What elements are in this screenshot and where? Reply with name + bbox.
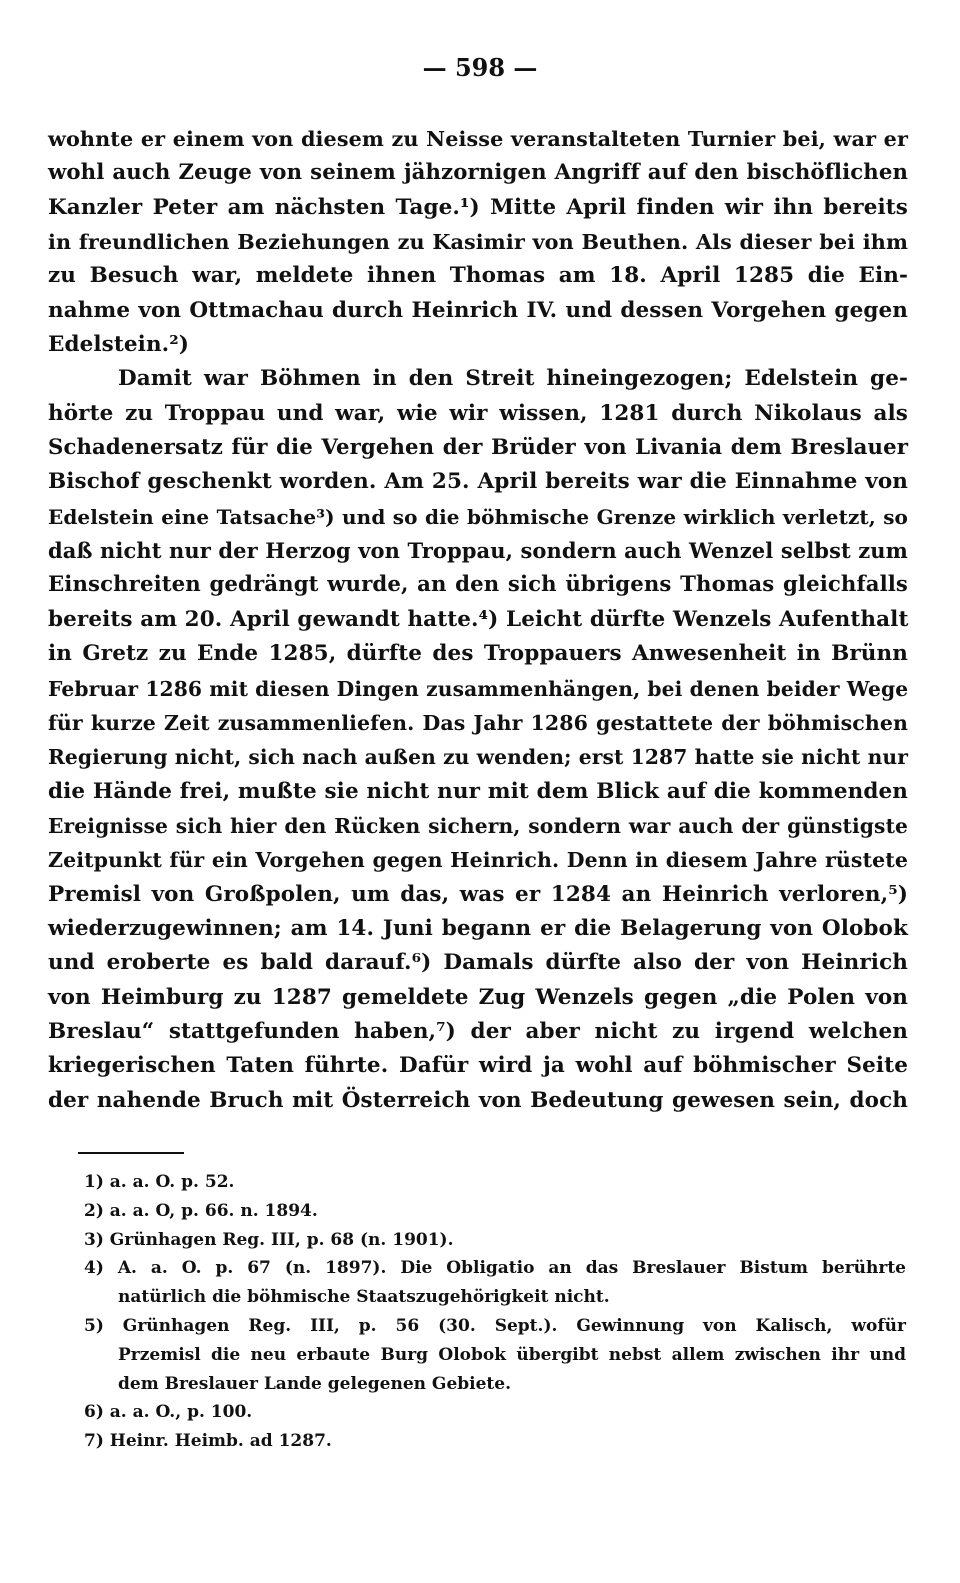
body-line: Zeitpunkt für ein Vorgehen gegen Heinrich. Denn in diesem Jahre rüstete xyxy=(48,848,908,873)
body-line: Ereignisse sich hier den Rücken sichern, sondern war auch der günstigste xyxy=(48,813,908,838)
body-line: kriegerischen Taten führte. Dafür wird ja wohl auf böhmischer Seite xyxy=(48,1053,908,1079)
body-line: die Hände frei, mußte sie nicht nur mit dem Blick auf die kommenden xyxy=(48,778,908,804)
footnote-line: 4) A. a. O. p. 67 (n. 1897). Die Obligatio an das Breslauer Bistum berührte xyxy=(84,1258,906,1279)
footnote-line: 2) a. a. O, p. 66. n. 1894. xyxy=(84,1200,318,1221)
footnote-line: 1) a. a. O. p. 52. xyxy=(84,1172,235,1192)
footnote-line: 3) Grünhagen Reg. III, p. 68 (n. 1901). xyxy=(84,1229,454,1250)
body-line: Einschreiten gedrängt wurde, an den sich übrigens Thomas gleichfalls xyxy=(48,572,908,598)
body-line: und eroberte es bald darauf.⁶) Damals dürfte also der von Heinrich xyxy=(48,950,908,976)
body-line: in Gretz zu Ende 1285, dürfte des Troppauers Anwesenheit in Brünn xyxy=(48,641,908,667)
body-text xyxy=(48,122,908,1118)
page-number: — 598 — xyxy=(422,53,538,82)
body-line: der nahende Bruch mit Österreich von Bedeutung gewesen sein, doch xyxy=(48,1087,908,1113)
body-line: in freundlichen Beziehungen zu Kasimir von Beuthen. Als dieser bei ihm xyxy=(48,230,908,255)
body-line: wohnte er einem von diesem zu Neisse veranstalteten Turnier bei, war er xyxy=(48,127,908,151)
footnote-line: 7) Heinr. Heimb. ad 1287. xyxy=(84,1431,332,1452)
body-line: Edelstein.²) xyxy=(48,332,190,358)
body-line: Kanzler Peter am nächsten Tage.¹) Mitte April finden wir ihn bereits xyxy=(48,194,908,220)
body-line: bereits am 20. April gewandt hatte.⁴) Leicht dürfte Wenzels Aufenthalt xyxy=(48,606,909,632)
footnote-line: 6) a. a. O., p. 100. xyxy=(84,1402,253,1423)
body-line: wohl auch Zeuge von seinem jähzornigen Angriff auf den bischöflichen xyxy=(48,160,908,186)
body-line: Edelstein eine Tatsache³) und so die böhmische Grenze wirklich verletzt, so xyxy=(48,504,908,529)
body-line: Bischof geschenkt worden. Am 25. April bereits war die Einnahme von xyxy=(48,469,908,495)
body-line: Damit war Böhmen in den Streit hineingezogen; Edelstein ge- xyxy=(118,366,908,392)
footnotes xyxy=(84,1168,906,1456)
body-line: hörte zu Troppau und war, wie wir wissen, 1281 durch Nikolaus als xyxy=(48,400,908,426)
body-line: daß nicht nur der Herzog von Troppau, sondern auch Wenzel selbst zum xyxy=(48,538,908,564)
footnote-line: Przemisl die neu erbaute Burg Olobok übergibt nebst allem zwischen ihr und xyxy=(118,1344,906,1365)
body-line: Schadenersatz für die Vergehen der Brüder von Livania dem Breslauer xyxy=(48,435,908,461)
body-line: Februar 1286 mit diesen Dingen zusammenhängen, bei denen beider Wege xyxy=(48,676,909,701)
body-line: Premisl von Großpolen, um das, was er 1284 an Heinrich verloren,⁵) xyxy=(48,881,908,907)
body-line: von Heimburg zu 1287 gemeldete Zug Wenzels gegen „die Polen von xyxy=(48,984,908,1010)
body-line: Regierung nicht, sich nach außen zu wenden; erst 1287 hatte sie nicht nur xyxy=(48,745,908,770)
footnote-line: natürlich die böhmische Staatszugehörigkeit nicht. xyxy=(118,1287,610,1308)
footnote-line: 5) Grünhagen Reg. III, p. 56 (30. Sept.). Gewinnung von Kalisch, wofür xyxy=(84,1315,906,1336)
body-line: Breslau“ stattgefunden haben,⁷) der aber nicht zu irgend welchen xyxy=(48,1018,908,1044)
body-line: nahme von Ottmachau durch Heinrich IV. und dessen Vorgehen gegen xyxy=(48,297,908,323)
body-line: zu Besuch war, meldete ihnen Thomas am 18. April 1285 die Ein- xyxy=(48,263,908,289)
body-line: für kurze Zeit zusammenliefen. Das Jahr 1286 gestattete der böhmischen xyxy=(48,710,908,735)
footnote-line: dem Breslauer Lande gelegenen Gebiete. xyxy=(118,1373,512,1394)
footnote-divider xyxy=(78,1152,184,1154)
body-line: wiederzugewinnen; am 14. Juni begann er die Belagerung von Olobok xyxy=(48,915,908,941)
